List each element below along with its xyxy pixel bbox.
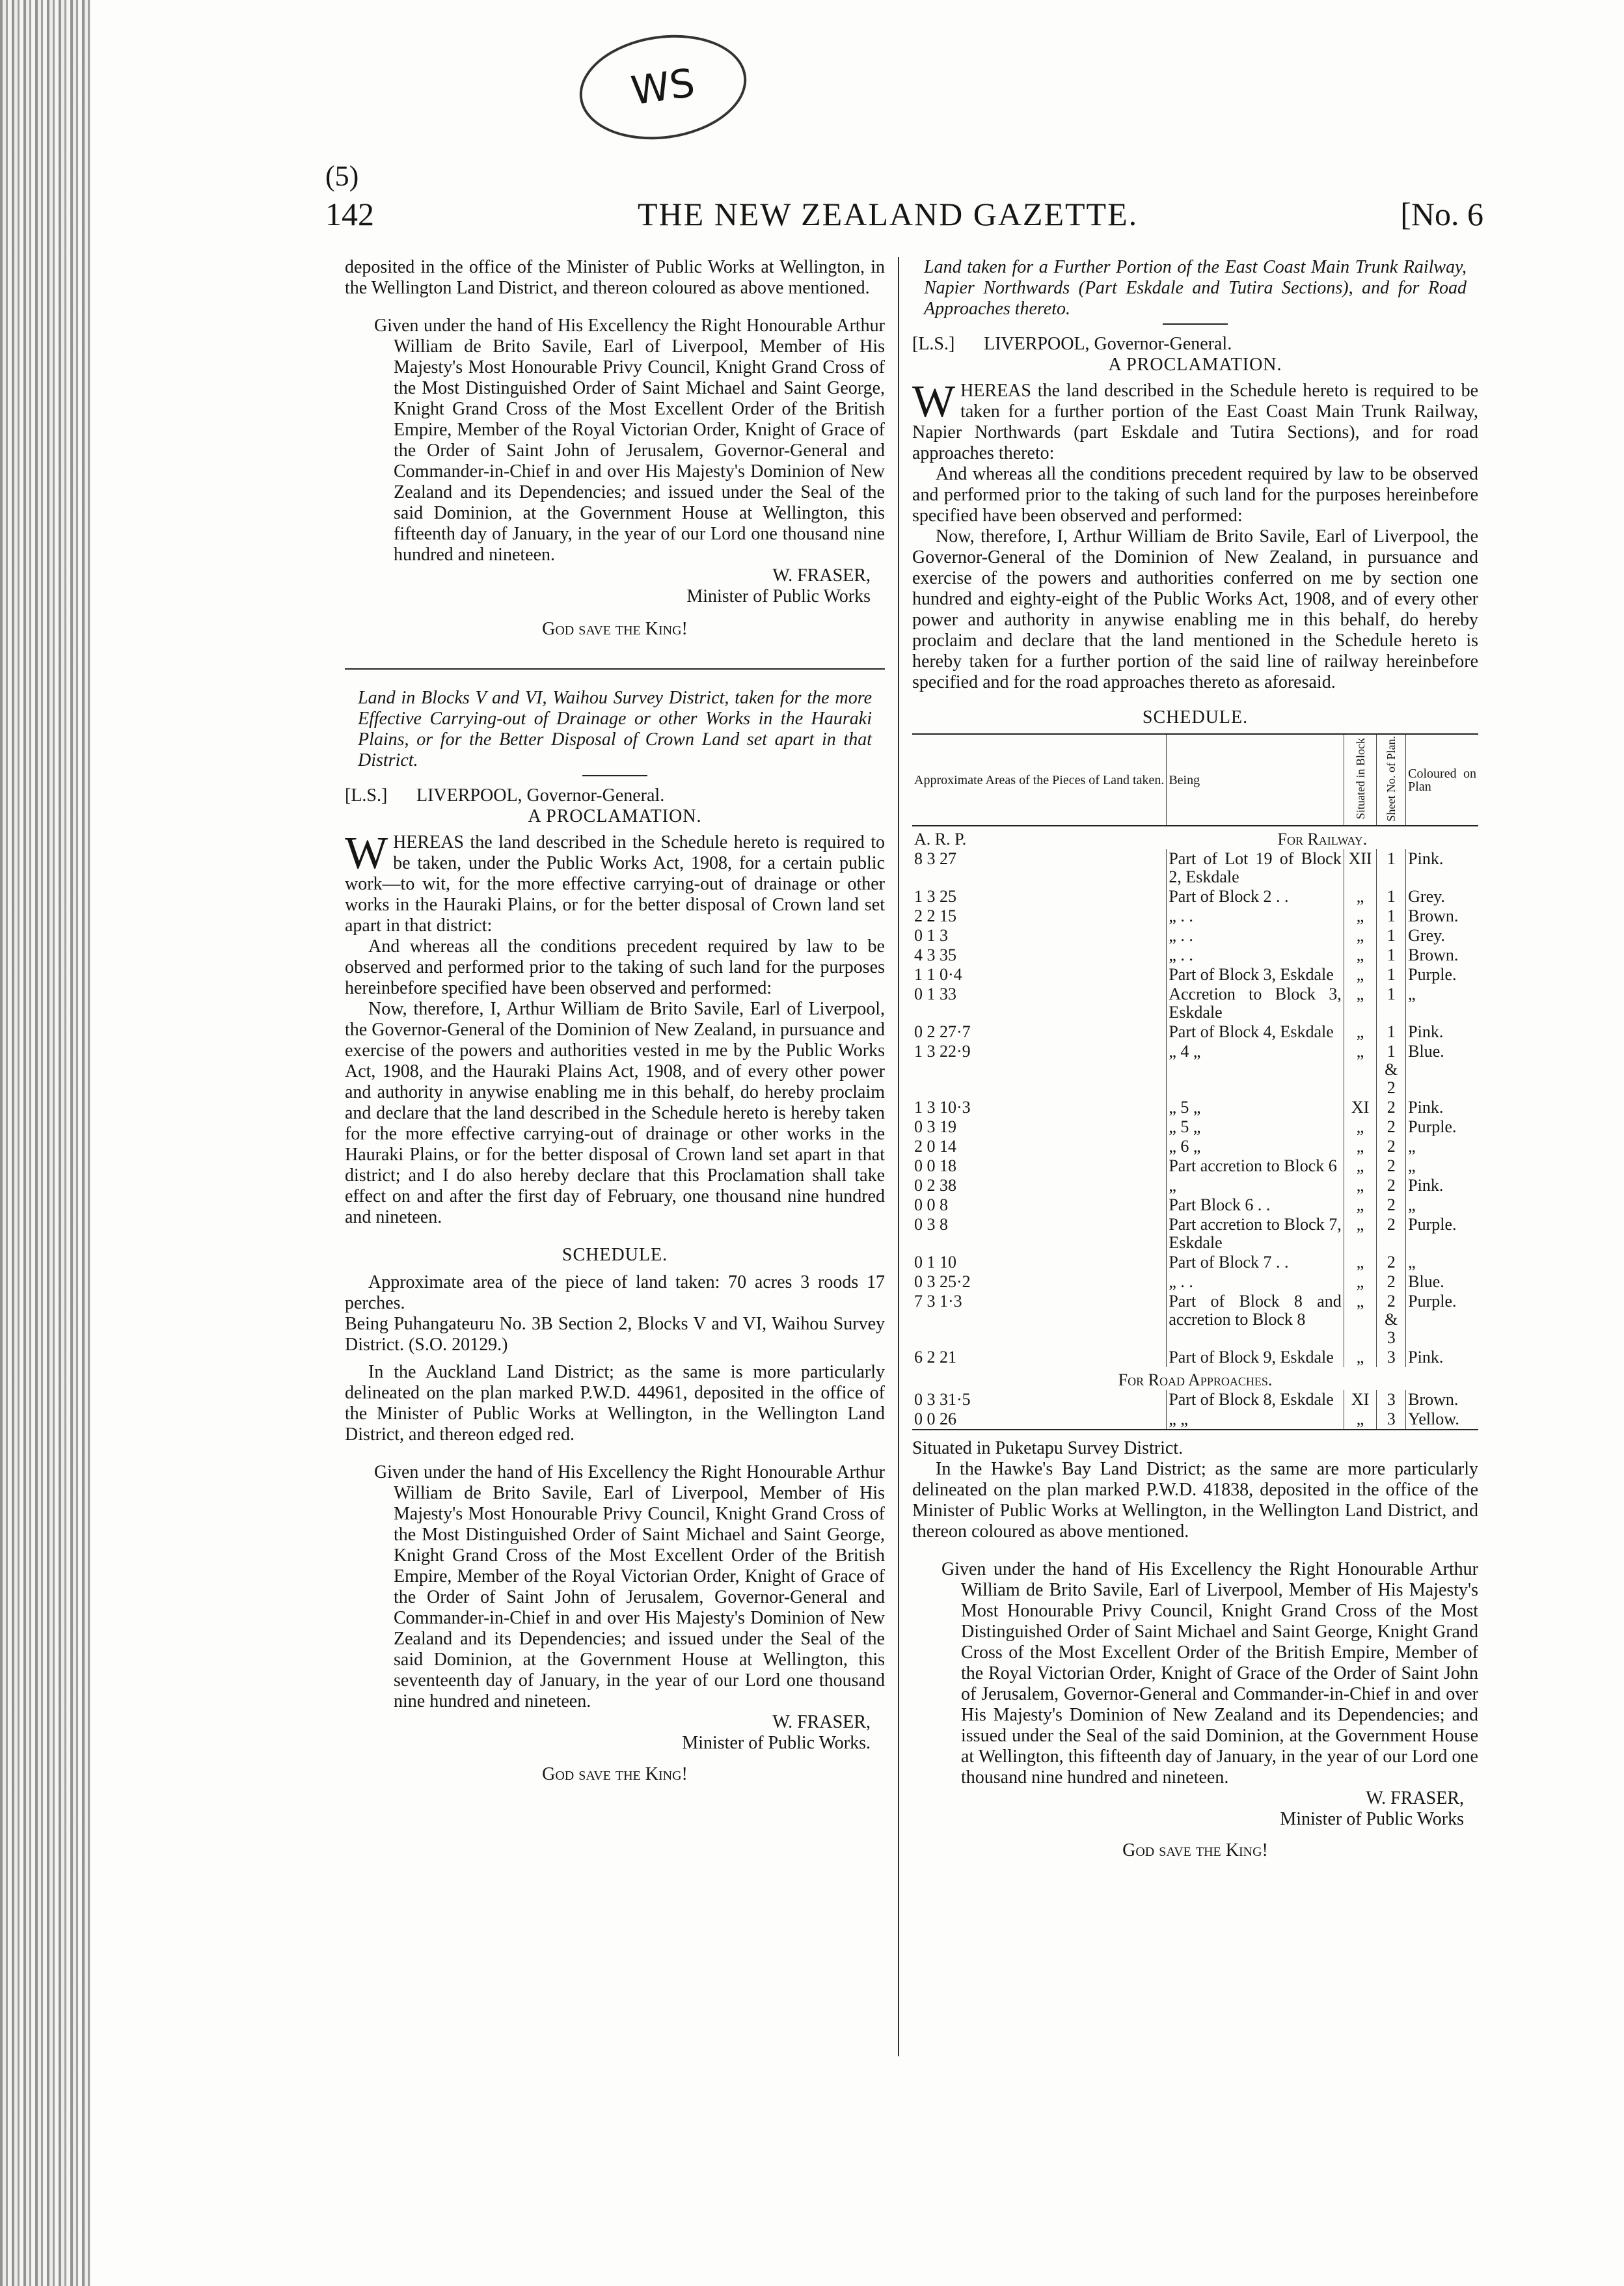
cell-block: „ (1344, 1292, 1377, 1348)
cell-sheet: 2 (1377, 1272, 1406, 1292)
notice-heading: Land in Blocks V and VI, Waihou Survey District, taken for the more Effective Carrying-out of Drainage or other Works in the Hauraki Plains, or for the Better Disposal of Crown Land set apart in that District. (358, 688, 872, 770)
cell-being: „ . . (1167, 926, 1344, 946)
cell-colour: Purple. (1406, 965, 1478, 985)
cell-being: Part of Block 2 . . (1167, 887, 1344, 906)
cell-being: Part of Block 9, Eskdale (1167, 1348, 1344, 1367)
cell-colour: Pink. (1406, 1176, 1478, 1195)
cell-colour: Blue. (1406, 1272, 1478, 1292)
gazette-title: THE NEW ZEALAND GAZETTE. (638, 196, 1139, 232)
conditions-paragraph: And whereas all the conditions precedent required by law to be observed and performed prior to the taking of such land for the purposes hereinbefore specified have been observed and performed: (345, 936, 885, 998)
schedule-being: Being Puhangateuru No. 3B Section 2, Blocks V and VI, Waihou Survey District. (S.O. 20129.) (345, 1314, 885, 1355)
cell-colour: Pink. (1406, 849, 1478, 887)
short-rule (1163, 323, 1228, 325)
cell-being: Part of Block 8, Eskdale (1167, 1390, 1344, 1409)
group-heading-railway: For Railway. (1277, 830, 1368, 849)
cell-sheet: 1 (1377, 985, 1406, 1022)
land-district-paragraph: In the Hawke's Bay Land District; as the same are more particularly delineated on the plan marked P.W.D. 41838, deposited in the office of the Minister of Public Works at Wellington, in the Wellington Land District, and thereon coloured as above mentioned. (912, 1459, 1478, 1542)
cell-area: 2 0 14 (914, 1137, 956, 1156)
cell-sheet: 1 (1377, 849, 1406, 887)
page-number: 142 (325, 196, 374, 232)
cell-area: 0 3 8 (914, 1215, 948, 1234)
seal-mark: [L.S.] (345, 785, 388, 806)
table-row (912, 1348, 1478, 1367)
cell-colour: Brown. (1406, 906, 1478, 926)
table-row (912, 887, 1478, 906)
cell-area: 7 3 1·3 (914, 1292, 962, 1311)
cell-block: XII (1344, 849, 1377, 887)
cell-area: 4 3 35 (914, 946, 956, 965)
cell-block: XI (1344, 1390, 1377, 1409)
cell-sheet: 2 (1377, 1176, 1406, 1195)
cell-block: „ (1344, 1042, 1377, 1098)
proclamation-title: A PROCLAMATION. (528, 806, 702, 826)
cell-colour: Brown. (1406, 1390, 1478, 1409)
cell-block: „ (1344, 906, 1377, 926)
cell-colour: Grey. (1406, 926, 1478, 946)
schedule-body (912, 826, 1478, 1430)
god-save-the-king: God save the King! (542, 619, 688, 639)
proclamation-title: A PROCLAMATION. (1108, 355, 1282, 375)
given-under-hand: Given under the hand of His Excellency the Right Honourable Arthur William de Brito Savile, Earl of Liverpool, Member of His Majesty's Most Honourable Privy Council, Knight Grand Cross of the Most Distinguished Order of Saint Michael and Saint George, Knight Grand Cross of the Most Excellent Order of the British Empire, Member of the Royal Victorian Order, Knight of Grace of the Order of Saint John of Jerusalem, Governor-General and Commander-in-Chief in and over His Majesty's Dominion of New Zealand and its Dependencies; and issued under the Seal of the said Dominion, at the Government House at Wellington, this seventeenth day of January, in the year of our Lord one thousand nine hundred and nineteen. (374, 1462, 885, 1711)
given-under-hand: Given under the hand of His Excellency the Right Honourable Arthur William de Brito Savile, Earl of Liverpool, Member of His Majesty's Most Honourable Privy Council, Knight Grand Cross of the Most Distinguished Order of Saint Michael and Saint George, Knight Grand Cross of the Most Excellent Order of the British Empire, Member of the Royal Victorian Order, Knight of Grace of the Order of Saint John of Jerusalem, Governor-General and Commander-in-Chief in and over His Majesty's Dominion of New Zealand and its Dependencies; and issued under the Seal of the said Dominion, at the Government House at Wellington, this fifteenth day of January, in the year of our Lord one thousand nine hundred and nineteen. (941, 1559, 1478, 1788)
table-row (912, 1253, 1478, 1272)
governor-general: LIVERPOOL, Governor-General. (416, 785, 665, 806)
cell-block: „ (1344, 965, 1377, 985)
table-row (912, 926, 1478, 946)
issue-number: [No. 6 (1400, 196, 1483, 232)
cell-colour: „ (1406, 1253, 1478, 1272)
whereas-paragraph: HEREAS the land described in the Schedule hereto is required to be taken, under the Public Works Act, 1908, for a certain public work—to wit, for the more effective carrying-out of drainage or other works in the Hauraki Plains, or for the better disposal of Crown land set apart in that district: (345, 832, 885, 936)
cell-block: „ (1344, 1272, 1377, 1292)
col-header-colour: Coloured on Plan (1406, 734, 1478, 826)
cell-colour: Purple. (1406, 1117, 1478, 1137)
right-column (912, 257, 1478, 1861)
table-row (912, 1272, 1478, 1292)
signatory-title: Minister of Public Works. (682, 1733, 871, 1753)
table-row (912, 906, 1478, 926)
drop-cap: W (345, 828, 388, 878)
cell-colour: Yellow. (1406, 1409, 1478, 1430)
cell-colour: „ (1406, 1137, 1478, 1156)
cell-being: Part of Lot 19 of Block 2, Eskdale (1167, 849, 1344, 887)
cell-block: „ (1344, 887, 1377, 906)
signatory-name: W. FRASER, (1366, 1788, 1464, 1809)
cell-sheet: 2 (1377, 1098, 1406, 1117)
table-row (912, 1292, 1478, 1348)
table-row (912, 965, 1478, 985)
cell-being: Part accretion to Block 6 (1167, 1156, 1344, 1176)
signatory-title: Minister of Public Works (686, 586, 871, 606)
cell-being: „ „ (1167, 1409, 1344, 1430)
column-divider (898, 257, 899, 2056)
cell-colour: „ (1406, 1195, 1478, 1215)
cell-sheet: 2 (1377, 1195, 1406, 1215)
drop-cap: W (912, 377, 956, 427)
cell-block: „ (1344, 1195, 1377, 1215)
cell-colour: Purple. (1406, 1215, 1478, 1253)
governor-general: LIVERPOOL, Governor-General. (984, 334, 1232, 354)
col-header-being: Being (1167, 734, 1344, 826)
group-heading-road: For Road Approaches. (1118, 1370, 1273, 1390)
cell-being: Part of Block 4, Eskdale (1167, 1022, 1344, 1042)
cell-area: 0 3 31·5 (914, 1390, 971, 1409)
col-header-sheet: Sheet No. of Plan. (1377, 734, 1406, 826)
survey-district: Situated in Puketapu Survey District. (912, 1438, 1184, 1459)
cell-area: 1 1 0·4 (914, 965, 962, 985)
table-row (912, 1215, 1478, 1253)
page-binding-edge (0, 0, 91, 2286)
cell-sheet: 3 (1377, 1390, 1406, 1409)
cell-block: „ (1344, 1215, 1377, 1253)
cell-colour: Pink. (1406, 1348, 1478, 1367)
schedule-title: SCHEDULE. (562, 1245, 668, 1265)
table-row (912, 1390, 1478, 1409)
units-label: A. R. P. (914, 830, 967, 849)
cell-area: 0 1 10 (914, 1253, 956, 1272)
cell-sheet: 3 (1377, 1409, 1406, 1430)
cell-sheet: 1 (1377, 926, 1406, 946)
left-column (345, 257, 885, 1785)
cell-being: „ . . (1167, 906, 1344, 926)
cell-area: 0 2 27·7 (914, 1022, 971, 1042)
marginal-note: (5) (325, 160, 359, 192)
cell-sheet: 2 (1377, 1117, 1406, 1137)
signatory-name: W. FRASER, (772, 1712, 871, 1732)
table-row (912, 985, 1478, 1022)
cell-block: „ (1344, 1117, 1377, 1137)
cell-being: „ 5 „ (1167, 1117, 1344, 1137)
table-row (912, 1409, 1478, 1430)
conditions-paragraph: And whereas all the conditions precedent required by law to be observed and performed prior to the taking of such land for the purposes hereinbefore specified have been observed and performed: (912, 464, 1478, 526)
section-rule (345, 668, 885, 670)
table-row (912, 1022, 1478, 1042)
table-row (912, 1098, 1478, 1117)
cell-area: 0 0 26 (912, 1409, 1167, 1430)
cell-being: „ . . (1167, 946, 1344, 965)
notice-heading: Land taken for a Further Portion of the East Coast Main Trunk Railway, Napier Northwards (Part Eskdale and Tutira Sections), and for Road Approaches thereto. (924, 257, 1467, 319)
declaration-paragraph: Now, therefore, I, Arthur William de Brito Savile, Earl of Liverpool, the Governor-General of the Dominion of New Zealand, in pursuance and exercise of the powers and authorities conferred on me by section one hundred and eighty-eight of the Public Works Act, 1908, and of every other power and authority in anywise enabling me in this behalf, do hereby proclaim and declare that the land mentioned in the Schedule hereto is hereby taken for a further portion of the said line of railway hereinbefore specified and for the road approaches thereto as aforesaid. (912, 526, 1478, 692)
cell-area: 0 1 3 (914, 926, 948, 946)
cell-being: „ 4 „ (1167, 1042, 1344, 1098)
cell-being: Part of Block 7 . . (1167, 1253, 1344, 1272)
god-save-the-king: God save the King! (1122, 1840, 1268, 1861)
cell-colour: Grey. (1406, 887, 1478, 906)
cell-block: „ (1344, 1022, 1377, 1042)
cell-block: „ (1344, 926, 1377, 946)
cell-colour: Pink. (1406, 1022, 1478, 1042)
cell-area: 0 2 38 (914, 1176, 956, 1195)
cell-area: 0 1 33 (914, 985, 956, 1004)
cell-block: „ (1344, 1137, 1377, 1156)
cell-block: „ (1344, 946, 1377, 965)
cell-being: „ 5 „ (1167, 1098, 1344, 1117)
cell-block: „ (1344, 1176, 1377, 1195)
cell-area: 6 2 21 (914, 1348, 956, 1367)
cell-colour: „ (1406, 985, 1478, 1022)
cell-sheet: 2 (1377, 1253, 1406, 1272)
cell-block: XI (1344, 1098, 1377, 1117)
cell-sheet: 2 & 3 (1377, 1292, 1406, 1348)
given-under-hand: Given under the hand of His Excellency the Right Honourable Arthur William de Brito Savile, Earl of Liverpool, Member of His Majesty's Most Honourable Privy Council, Knight Grand Cross of the Most Distinguished Order of Saint Michael and Saint George, Knight Grand Cross of the Most Excellent Order of the British Empire, Member of the Royal Victorian Order, Knight of Grace of the Order of Saint John of Jerusalem, Governor-General and Commander-in-Chief in and over His Majesty's Dominion of New Zealand and its Dependencies; and issued under the Seal of the said Dominion, at the Government House at Wellington, this fifteenth day of January, in the year of our Lord one thousand nine hundred and nineteen. (374, 316, 885, 565)
cell-being: „ . . (1167, 1272, 1344, 1292)
table-row (912, 1176, 1478, 1195)
cell-sheet: 1 (1377, 906, 1406, 926)
table-row (912, 849, 1478, 887)
cell-area: 1 3 10·3 (914, 1098, 971, 1117)
schedule-location: In the Auckland Land District; as the same is more particularly delineated on the plan marked P.W.D. 44961, deposited in the office of the Minister of Public Works at Wellington, in the Wellington Land District, and thereon edged red. (345, 1362, 885, 1445)
short-rule (582, 775, 647, 776)
cell-area: 0 3 19 (914, 1117, 956, 1137)
declaration-paragraph: Now, therefore, I, Arthur William de Brito Savile, Earl of Liverpool, the Governor-General of the Dominion of New Zealand, in pursuance and exercise of the powers and authorities vested in me by the Public Works Act, 1908, and the Hauraki Plains Act, 1908, and of every other power and authority in anywise enabling me in this behalf, do hereby proclaim and declare that the land described in the Schedule hereto is hereby taken for the more effective carrying-out of drainage or other works in the Hauraki Plains, or for the better disposal of Crown land set apart in that district; and I do also hereby declare that this Proclamation shall take effect on and after the first day of February, one thousand nine hundred and nineteen. (345, 999, 885, 1227)
continued-text: deposited in the office of the Minister of Public Works at Wellington, in the Wellington Land District, and thereon coloured as above mentioned. (345, 257, 885, 298)
cell-area: 0 0 18 (914, 1156, 956, 1176)
whereas-paragraph: HEREAS the land described in the Schedule hereto is required to be taken for a further portion of the East Coast Main Trunk Railway, Napier Northwards (part Eskdale and Tutira Sections), and for road approaches thereto: (912, 381, 1478, 463)
cell-colour: Purple. (1406, 1292, 1478, 1348)
cell-block: „ (1344, 1409, 1377, 1430)
cell-colour: Blue. (1406, 1042, 1478, 1098)
cell-sheet: 2 (1377, 1215, 1406, 1253)
cell-being: Part of Block 8 and accretion to Block 8 (1167, 1292, 1344, 1348)
cell-sheet: 1 (1377, 1022, 1406, 1042)
cell-being: Accretion to Block 3, Eskdale (1167, 985, 1344, 1022)
archive-stamp: WS (573, 25, 753, 150)
schedule-area: Approximate area of the piece of land taken: 70 acres 3 roods 17 perches. (345, 1272, 885, 1313)
table-row (912, 1156, 1478, 1176)
col-header-block: Situated in Block (1344, 734, 1377, 826)
table-row (912, 1195, 1478, 1215)
schedule-table (912, 733, 1478, 1430)
cell-sheet: 1 (1377, 887, 1406, 906)
cell-block: „ (1344, 1156, 1377, 1176)
cell-sheet: 3 (1377, 1348, 1406, 1367)
table-row (912, 1137, 1478, 1156)
cell-area: 0 0 8 (914, 1195, 948, 1215)
cell-sheet: 1 (1377, 946, 1406, 965)
cell-being: Part Block 6 . . (1167, 1195, 1344, 1215)
cell-sheet: 2 (1377, 1156, 1406, 1176)
table-row (912, 1117, 1478, 1137)
cell-block: „ (1344, 1253, 1377, 1272)
cell-sheet: 2 (1377, 1137, 1406, 1156)
table-row (912, 946, 1478, 965)
page-header (325, 195, 1483, 247)
cell-colour: Brown. (1406, 946, 1478, 965)
cell-area: 1 3 22·9 (914, 1042, 971, 1061)
seal-mark: [L.S.] (912, 334, 955, 354)
cell-colour: „ (1406, 1156, 1478, 1176)
signatory-title: Minister of Public Works (1280, 1809, 1464, 1830)
cell-colour: Pink. (1406, 1098, 1478, 1117)
cell-being: „ 6 „ (1167, 1137, 1344, 1156)
cell-being: „ (1167, 1176, 1344, 1195)
table-row (912, 1042, 1478, 1098)
cell-area: 0 3 25·2 (914, 1272, 971, 1292)
cell-area: 8 3 27 (914, 849, 956, 869)
cell-block: „ (1344, 985, 1377, 1022)
god-save-the-king: God save the King! (542, 1764, 688, 1784)
cell-block: „ (1344, 1348, 1377, 1367)
cell-being: Part accretion to Block 7, Eskdale (1167, 1215, 1344, 1253)
cell-sheet: 1 & 2 (1377, 1042, 1406, 1098)
col-header-area: Approximate Areas of the Pieces of Land taken. (912, 734, 1167, 826)
cell-area: 2 2 15 (914, 906, 956, 926)
signatory-name: W. FRASER, (772, 565, 871, 586)
cell-being: Part of Block 3, Eskdale (1167, 965, 1344, 985)
cell-sheet: 1 (1377, 965, 1406, 985)
cell-area: 1 3 25 (914, 887, 956, 906)
schedule-title: SCHEDULE. (1142, 707, 1249, 728)
